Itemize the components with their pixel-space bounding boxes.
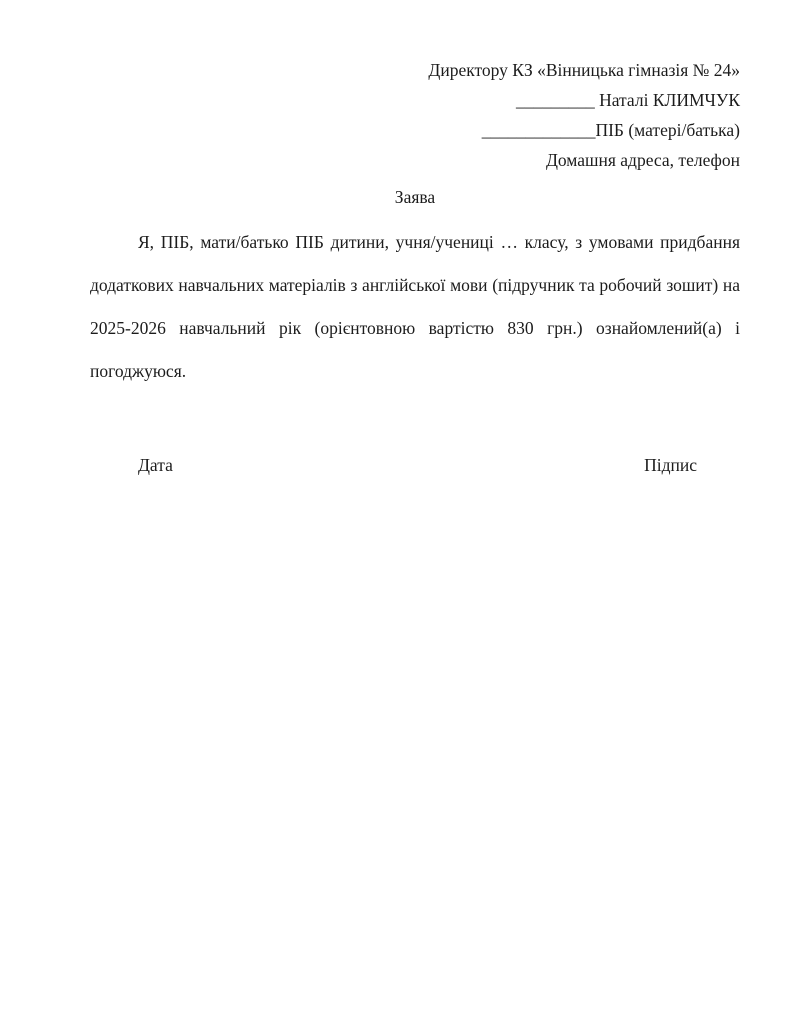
body-paragraph: Я, ПІБ, мати/батько ПІБ дитини, учня/учениці … класу, з умовами придбання додаткових навчальних матеріалів з англійської мови (підручник та робочий зошит) на 2025-2026 навчальний рік (орієнтовною вартістю 830 грн.) ознайомлений(а) і погоджуюся. (90, 232, 740, 381)
recipient-line: Директору КЗ «Вінницька гімназія № 24» (428, 60, 740, 80)
signature-label: Підпис (644, 455, 697, 475)
signature-row (90, 450, 740, 480)
applicant-pib-blank-line: _____________ПІБ (матері/батька) (481, 120, 740, 140)
address-phone-line: Домашня адреса, телефон (545, 150, 740, 170)
addressee-name-line: _________ Наталі КЛИМЧУК (515, 90, 740, 110)
date-label: Дата (138, 455, 173, 475)
document-header (90, 0, 740, 175)
text-column (90, 0, 740, 480)
document-title: Заява (394, 187, 436, 207)
